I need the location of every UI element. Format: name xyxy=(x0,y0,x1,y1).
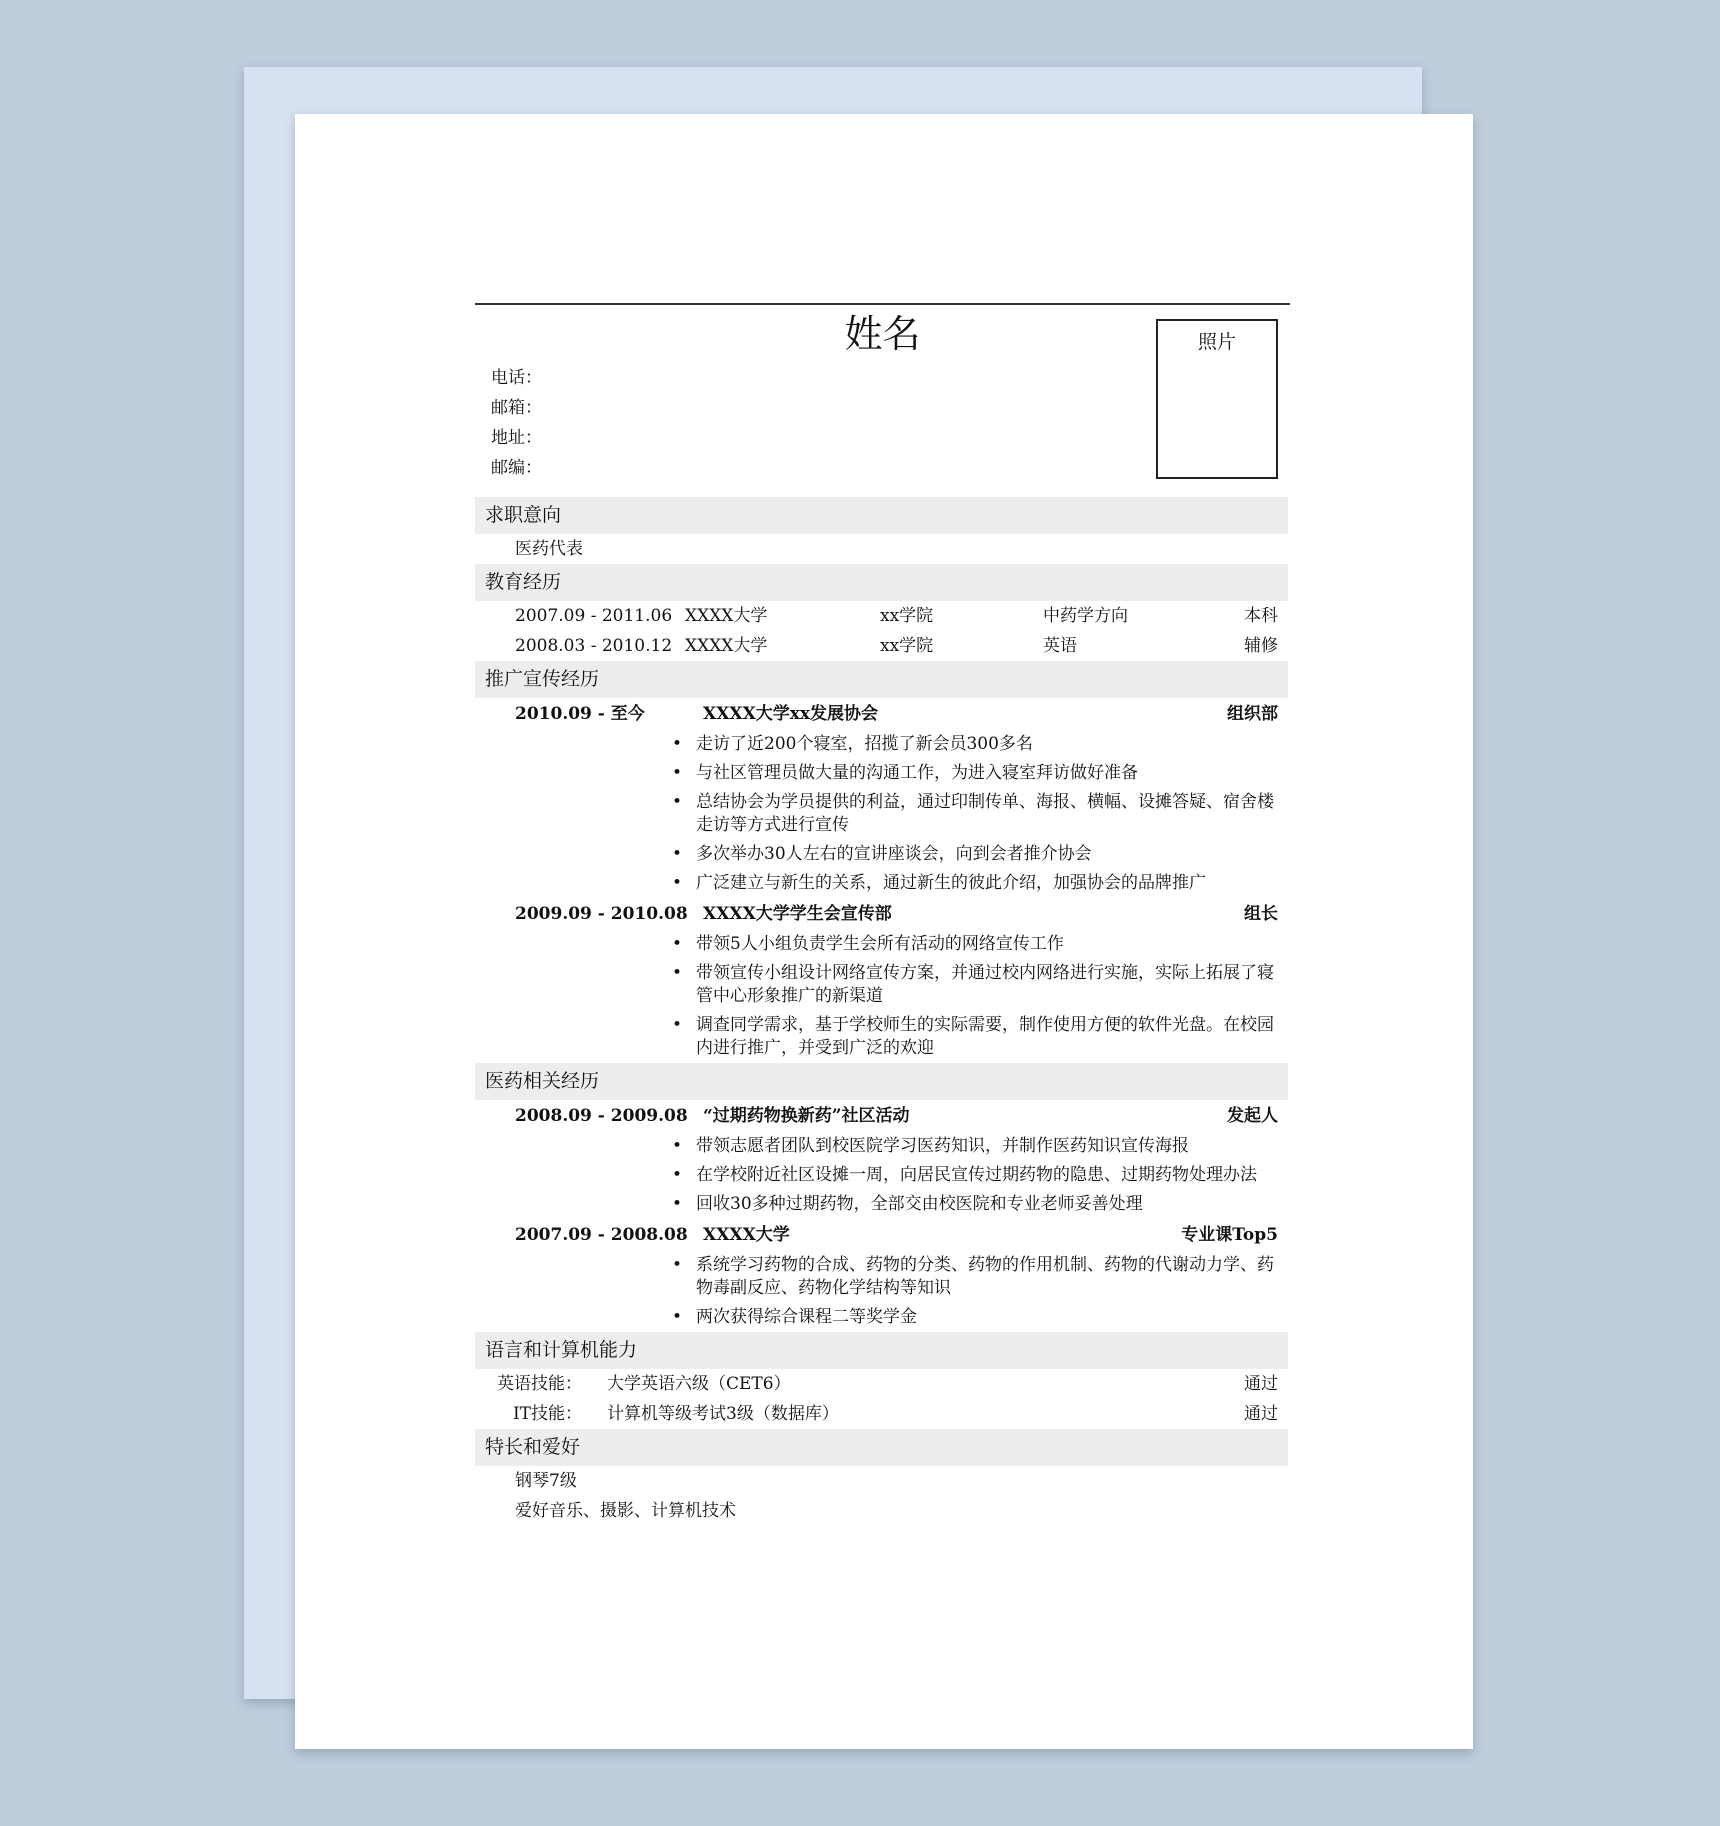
skill-description: 大学英语六级（CET6） xyxy=(607,1374,791,1394)
skill-description: 计算机等级考试3级（数据库） xyxy=(607,1404,839,1424)
experience-bullet-list xyxy=(475,1251,1290,1332)
bullet-item: • 与社区管理员做大量的沟通工作，为进入寝室拜访做好准备 xyxy=(672,759,1290,788)
skill-result: 通过 xyxy=(1244,1404,1278,1424)
bullet-item: • 在学校附近社区设摊一周，向居民宣传过期药物的隐患、过期药物处理办法 xyxy=(672,1161,1290,1190)
bullet-item: • 广泛建立与新生的关系，通过新生的彼此介绍，加强协会的品牌推广 xyxy=(672,869,1290,898)
experience-role: 组长 xyxy=(1244,904,1278,924)
name-title: 姓名 xyxy=(844,312,921,356)
education-college: xx学院 xyxy=(880,636,934,656)
bullet-item: • 系统学习药物的合成、药物的分类、药物的作用机制、药物的代谢动力学、药物毒副反应、药物化学结构等知识 xyxy=(672,1251,1290,1303)
phone-label: 电话： xyxy=(491,368,542,388)
photo-label: 照片 xyxy=(1197,331,1236,353)
education-row xyxy=(475,601,1290,631)
bullet-item: • 调查同学需求，基于学校师生的实际需要，制作使用方便的软件光盘。在校园内进行推广，并受到广泛的欢迎 xyxy=(672,1011,1290,1063)
bullet-item: • 总结协会为学员提供的利益，通过印制传单、海报、横幅、设摊答疑、宿舍楼走访等方式进行宣传 xyxy=(672,788,1290,840)
skill-label: 英语技能： xyxy=(497,1374,582,1394)
objective-text: 医药代表 xyxy=(515,539,583,559)
experience-role: 发起人 xyxy=(1227,1106,1278,1126)
skill-row xyxy=(475,1399,1290,1429)
education-row xyxy=(475,631,1290,661)
resume-page xyxy=(295,114,1473,1749)
experience-date: 2010.09 - 至今 xyxy=(515,704,645,724)
section-title-objective: 求职意向 xyxy=(475,497,1288,534)
education-school: XXXX大学 xyxy=(685,636,768,656)
section-title-hobbies: 特长和爱好 xyxy=(475,1429,1288,1466)
postcode-label: 邮编： xyxy=(491,458,542,478)
education-degree: 辅修 xyxy=(1244,636,1278,656)
experience-header xyxy=(475,698,1290,730)
experience-header xyxy=(475,1100,1290,1132)
education-major: 中药学方向 xyxy=(1043,606,1128,626)
bullet-item: • 走访了近200个寝室，招揽了新会员300多名 xyxy=(672,730,1290,759)
experience-header xyxy=(475,898,1290,930)
photo-placeholder xyxy=(1156,319,1278,479)
bullet-item: • 带领宣传小组设计网络宣传方案，并通过校内网络进行实施，实际上拓展了寝管中心形象推广的新渠道 xyxy=(672,959,1290,1011)
section-title-promotion: 推广宣传经历 xyxy=(475,661,1288,698)
bullet-item: • 带领志愿者团队到校医院学习医药知识，并制作医药知识宣传海报 xyxy=(672,1132,1290,1161)
bullet-item: • 多次举办30人左右的宣讲座谈会，向到会者推介协会 xyxy=(672,840,1290,869)
skill-row xyxy=(475,1369,1290,1399)
skill-result: 通过 xyxy=(1244,1374,1278,1394)
experience-organization: “过期药物换新药”社区活动 xyxy=(703,1106,910,1126)
experience-header xyxy=(475,1219,1290,1251)
bullet-item: • 两次获得综合课程二等奖学金 xyxy=(672,1303,1290,1332)
resume-content xyxy=(475,303,1290,1526)
experience-date: 2008.09 - 2009.08 xyxy=(515,1106,688,1126)
education-school: XXXX大学 xyxy=(685,606,768,626)
section-title-medical: 医药相关经历 xyxy=(475,1063,1288,1100)
bullet-item: • 带领5人小组负责学生会所有活动的网络宣传工作 xyxy=(672,930,1290,959)
experience-bullet-list xyxy=(475,730,1290,898)
experience-organization: XXXX大学学生会宣传部 xyxy=(703,904,892,924)
section-title-skills: 语言和计算机能力 xyxy=(475,1332,1288,1369)
hobby-item: 钢琴7级 xyxy=(515,1471,577,1491)
address-label: 地址： xyxy=(491,428,542,448)
email-label: 邮箱： xyxy=(491,398,542,418)
hobby-item: 爱好音乐、摄影、计算机技术 xyxy=(515,1501,736,1521)
resume-header xyxy=(475,305,1290,497)
education-degree: 本科 xyxy=(1244,606,1278,626)
education-date: 2007.09 - 2011.06 xyxy=(515,606,673,626)
experience-organization: XXXX大学 xyxy=(703,1225,790,1245)
experience-role: 专业课Top5 xyxy=(1181,1225,1278,1245)
experience-date: 2009.09 - 2010.08 xyxy=(515,904,688,924)
experience-bullet-list xyxy=(475,930,1290,1063)
contact-list xyxy=(491,363,542,483)
education-college: xx学院 xyxy=(880,606,934,626)
section-title-education: 教育经历 xyxy=(475,564,1288,601)
experience-role: 组织部 xyxy=(1227,704,1278,724)
experience-date: 2007.09 - 2008.08 xyxy=(515,1225,688,1245)
experience-bullet-list xyxy=(475,1132,1290,1219)
education-major: 英语 xyxy=(1043,636,1077,656)
bullet-item: • 回收30多种过期药物，全部交由校医院和专业老师妥善处理 xyxy=(672,1190,1290,1219)
education-date: 2008.03 - 2010.12 xyxy=(515,636,673,656)
experience-organization: XXXX大学xx发展协会 xyxy=(703,704,879,724)
skill-label: IT技能： xyxy=(512,1404,582,1424)
